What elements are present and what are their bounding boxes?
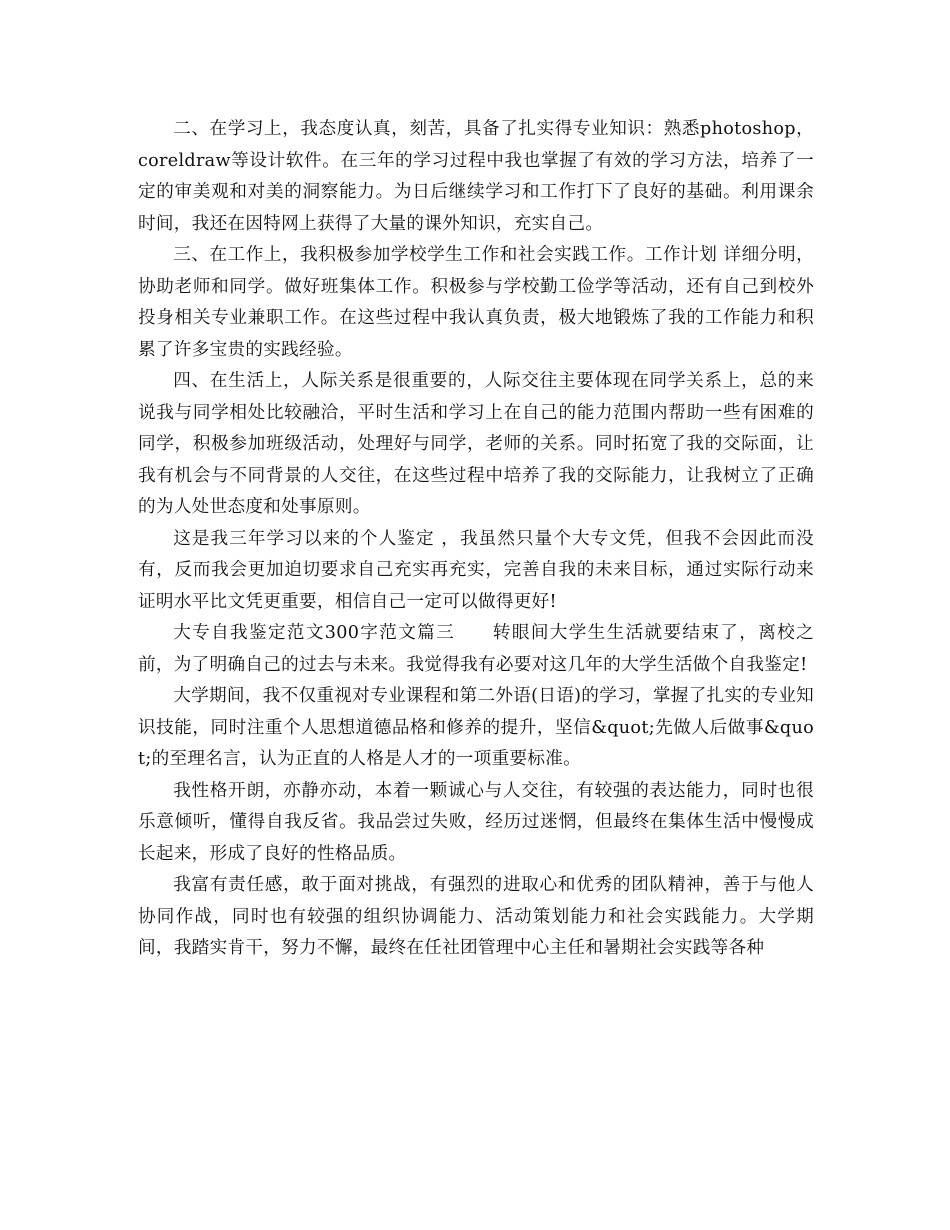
paragraph-responsibility: 我富有责任感，敢于面对挑战，有强烈的进取心和优秀的团队精神，善于与他人协同作战，同时也有较强的组织协调能力、活动策划能力和社会实践能力。大学期间，我踏实肯干，努力不懈，最终在任社团管理中心主任和暑期社会实践等各种: [138, 875, 814, 958]
paragraph-work: 三、在工作上，我积极参加学校学生工作和社会实践工作。工作计划 详细分明，协助老师和同学。做好班集体工作。积极参与学校勤工俭学等活动，还有自己到校外投身相关专业兼职工作。在这些过程中我认真负责，极大地锻炼了我的工作能力和积累了许多宝贵的实践经验。: [138, 245, 814, 360]
document-body: [138, 114, 814, 965]
paragraph-personality: 我性格开朗，亦静亦动，本着一颗诚心与人交往，有较强的表达能力，同时也很乐意倾听，懂得自我反省。我品尝过失败，经历过迷惘，但最终在集体生活中慢慢成长起来，形成了良好的性格品质。: [138, 780, 814, 864]
paragraph-life: 四、在生活上，人际关系是很重要的，人际交往主要体现在同学关系上，总的来说我与同学相处比较融洽，平时生活和学习上在自己的能力范围内帮助一些有困难的同学，积极参加班级活动，处理好与同学，老师的关系。同时拓宽了我的交际面，让我有机会与不同背景的人交往，在这些过程中培养了我的交际能力，让我树立了正确的为人处世态度和处事原则。: [138, 371, 814, 517]
paragraph-summary: 这是我三年学习以来的个人鉴定 ，我虽然只量个大专文凭，但我不会因此而没有，反而我会更加迫切要求自己充实再充实，完善自我的未来目标，通过实际行动来证明水平比文凭更重要，相信自己一定可以做得更好!: [138, 528, 814, 612]
paragraph-university-study: 大学期间，我不仅重视对专业课程和第二外语(日语)的学习，掌握了扎实的专业知识技能，同时注重个人思想道德品格和修养的提升，坚信&quot;先做人后做事&quot;的至理名言，认为正直的人格是人才的一项重要标准。: [138, 686, 814, 769]
paragraph-section-three-intro: 大专自我鉴定范文300字范文篇三 转眼间大学生生活就要结束了，离校之前，为了明确自己的过去与未来。我觉得我有必要对这几年的大学生活做个自我鉴定!: [138, 623, 814, 675]
paragraph-study: 二、在学习上，我态度认真，刻苦，具备了扎实得专业知识：熟悉photoshop，coreldraw等设计软件。在三年的学习过程中我也掌握了有效的学习方法，培养了一定的审美观和对美的洞察能力。为日后继续学习和工作打下了良好的基础。利用课余时间，我还在因特网上获得了大量的课外知识，充实自己。: [138, 119, 814, 234]
